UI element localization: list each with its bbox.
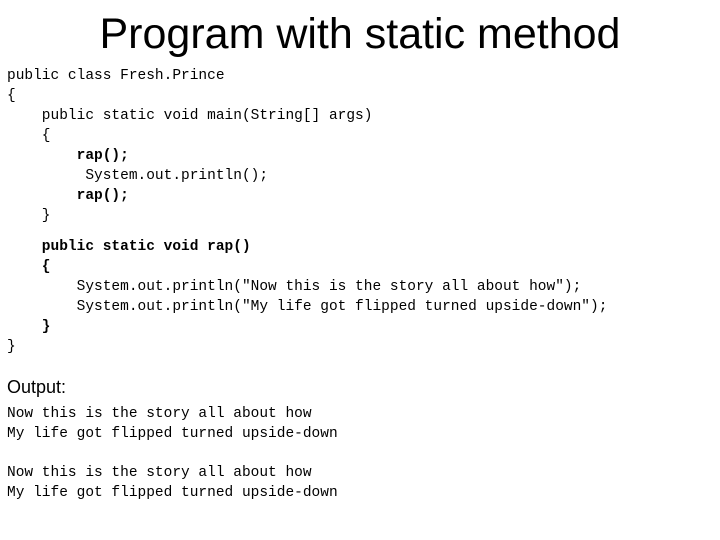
code-block-main xyxy=(7,66,372,226)
code-line-main-open-brace: { xyxy=(7,128,51,144)
output-line-story: Now this is the story all about how xyxy=(7,465,312,481)
output-block-1 xyxy=(7,404,338,444)
output-line-flipped: My life got flipped turned upside-down xyxy=(7,485,338,501)
code-line-class-decl: public class Fresh.Prince xyxy=(7,68,225,84)
slide-title: Program with static method xyxy=(99,10,621,58)
code-line-rap-close-brace: } xyxy=(7,319,51,335)
code-line-rap-open-brace: { xyxy=(7,259,51,275)
code-line-println-empty: System.out.println(); xyxy=(7,168,269,184)
output-line-story: Now this is the story all about how xyxy=(7,406,312,422)
code-line-rap-call-2: rap(); xyxy=(7,188,129,204)
code-line-rap-call-1: rap(); xyxy=(7,148,129,164)
code-line-class-close-brace: } xyxy=(7,339,16,355)
code-line-main-signature: public static void main(String[] args) xyxy=(7,108,373,124)
code-block-rap xyxy=(7,237,607,357)
output-label: Output: xyxy=(7,377,67,397)
output-block-2 xyxy=(7,463,338,503)
output-line-flipped: My life got flipped turned upside-down xyxy=(7,426,338,442)
code-line-println-story: System.out.println("Now this is the story all about how"); xyxy=(7,279,582,295)
code-line-main-close-brace: } xyxy=(7,208,51,224)
code-line-println-flipped: System.out.println("My life got flipped turned upside-down"); xyxy=(7,299,608,315)
code-line-rap-signature: public static void rap() xyxy=(7,239,251,255)
code-line-class-open-brace: { xyxy=(7,88,16,104)
